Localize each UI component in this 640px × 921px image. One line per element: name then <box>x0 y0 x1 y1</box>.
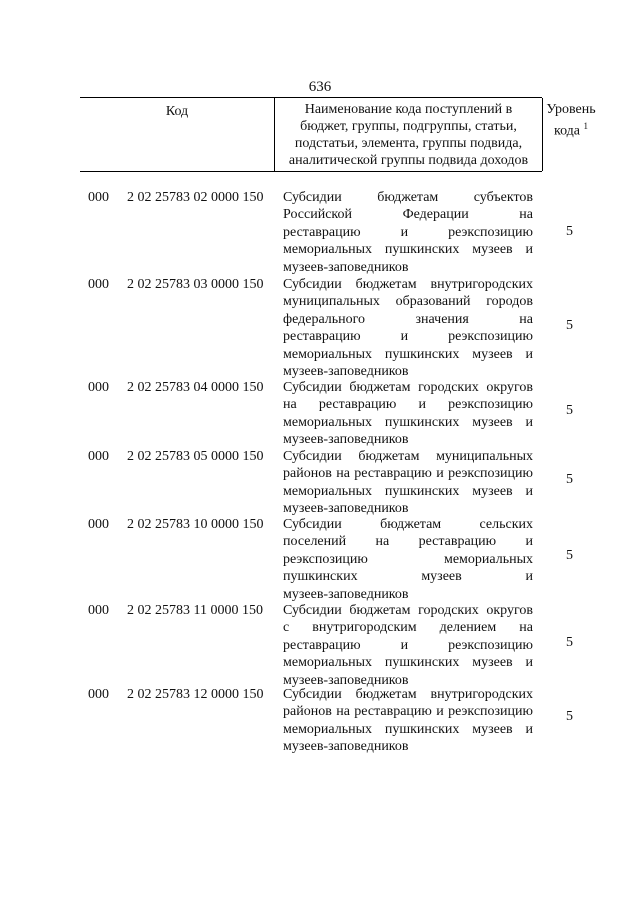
header-level-line <box>543 118 599 140</box>
budget-code: 2 02 25783 10 0000 150 <box>127 517 264 532</box>
row-description <box>283 379 533 449</box>
admin-code: 000 <box>88 190 109 205</box>
budget-code: 2 02 25783 11 0000 150 <box>127 603 263 618</box>
description-line: Субсидии бюджетам городских округов <box>283 380 533 395</box>
page-number: 636 <box>308 79 332 95</box>
row-description <box>283 516 533 603</box>
description-line: музеев-заповедников <box>283 259 409 275</box>
level-value: 5 <box>566 224 573 239</box>
header-level <box>543 98 599 171</box>
budget-code: 2 02 25783 02 0000 150 <box>127 190 264 205</box>
header-level-text: кода <box>553 123 581 139</box>
description-line: мемориальных пушкинских музеев и <box>283 242 533 258</box>
budget-code: 2 02 25783 12 0000 150 <box>127 687 264 702</box>
description-line: реставрацию и реэкспозицию <box>283 637 533 653</box>
level-value: 5 <box>566 548 573 563</box>
admin-code: 000 <box>88 449 109 464</box>
header-name-line: Наименование кода поступлений в <box>304 102 513 117</box>
description-line: поселений на реставрацию и <box>283 534 533 550</box>
description-line: Субсидии бюджетам городских округов <box>283 603 533 618</box>
description-line: музеев-заповедников <box>283 363 409 379</box>
footnote-mark: 1 <box>583 121 589 131</box>
level-value: 5 <box>566 318 573 333</box>
description-line: музеев-заповедников <box>283 739 409 755</box>
description-line: мемориальных пушкинских музеев и <box>283 655 533 671</box>
description-line: пушкинских музеев и <box>283 569 533 585</box>
description-line: муниципальных образований городов <box>283 294 533 310</box>
row-description <box>283 602 533 689</box>
budget-code: 2 02 25783 04 0000 150 <box>127 380 264 395</box>
description-line: на реставрацию и реэкспозицию <box>283 397 533 413</box>
description-line: мемориальных пушкинских музеев и <box>283 414 533 430</box>
header-level-line: Уровень <box>546 102 596 117</box>
description-line: федерального значения на <box>283 311 533 327</box>
header-name-line: бюджет, группы, подгруппы, статьи, <box>300 119 517 134</box>
description-line: Субсидии бюджетам муниципальных <box>283 449 533 464</box>
description-line: Российской Федерации на <box>283 207 533 223</box>
level-value: 5 <box>566 403 573 418</box>
description-line: Субсидии бюджетам субъектов <box>283 190 533 205</box>
level-value: 5 <box>566 635 573 650</box>
description-line: мемориальных пушкинских музеев и <box>283 346 533 362</box>
description-line: Субсидии бюджетам внутригородских <box>283 277 533 292</box>
description-line: музеев-заповедников <box>283 501 409 517</box>
description-line: мемориальных пушкинских музеев и <box>283 483 533 499</box>
admin-code: 000 <box>88 603 109 618</box>
header-name-line: аналитической группы подвида доходов <box>288 153 529 168</box>
header-code: Код <box>80 98 275 171</box>
header-name-line: подстатьи, элемента, группы подвида, <box>294 136 523 151</box>
description-line: с внутригородским делением на <box>283 620 533 636</box>
header-name <box>275 98 543 171</box>
description-line: реставрацию и реэкспозицию <box>283 329 533 345</box>
row-description <box>283 276 533 380</box>
row-description <box>283 189 533 276</box>
row-description <box>283 448 533 518</box>
description-line: реэкспозицию мемориальных <box>283 551 533 567</box>
description-line: музеев-заповедников <box>283 672 409 688</box>
row-description <box>283 686 533 756</box>
description-line: районов на реставрацию и реэкспозицию <box>283 466 533 482</box>
description-line: реставрацию и реэкспозицию <box>283 224 533 240</box>
description-line: районов на реставрацию и реэкспозицию <box>283 704 533 720</box>
budget-code: 2 02 25783 03 0000 150 <box>127 277 264 292</box>
description-line: музеев-заповедников <box>283 586 409 602</box>
description-line: мемориальных пушкинских музеев и <box>283 721 533 737</box>
description-line: Субсидии бюджетам сельских <box>283 517 533 532</box>
table-header <box>80 97 596 172</box>
admin-code: 000 <box>88 380 109 395</box>
level-value: 5 <box>566 709 573 724</box>
admin-code: 000 <box>88 517 109 532</box>
description-line: музеев-заповедников <box>283 432 409 448</box>
level-value: 5 <box>566 472 573 487</box>
admin-code: 000 <box>88 687 109 702</box>
description-line: Субсидии бюджетам внутригородских <box>283 687 533 702</box>
budget-code: 2 02 25783 05 0000 150 <box>127 449 264 464</box>
admin-code: 000 <box>88 277 109 292</box>
